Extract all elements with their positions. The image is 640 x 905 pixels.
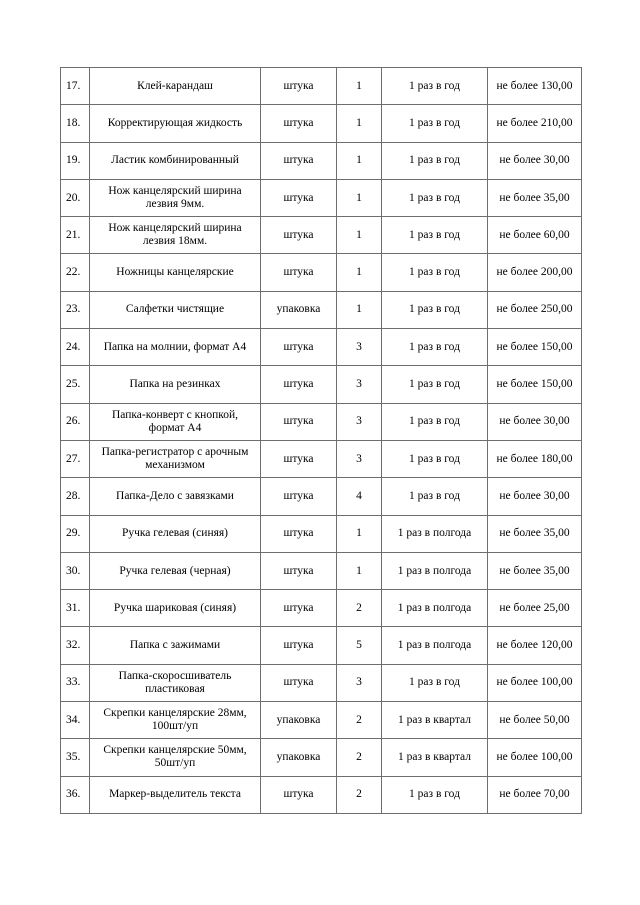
item-name-cell: Нож канцелярский ширина лезвия 18мм. [90,217,261,254]
quantity-cell: 3 [337,403,382,440]
unit-cell: штука [261,590,337,627]
table-row [61,217,582,254]
item-name-cell: Папка на резинках [90,366,261,403]
unit-cell: штука [261,142,337,179]
quantity-cell: 1 [337,68,382,105]
price-limit-cell: не более 60,00 [488,217,582,254]
item-name-cell: Папка с зажимами [90,627,261,664]
table-row [61,366,582,403]
row-number-cell: 36. [61,776,90,813]
frequency-cell: 1 раз в год [382,440,488,477]
item-name-cell: Скрепки канцелярские 28мм, 100шт/уп [90,702,261,739]
price-limit-cell: не более 30,00 [488,142,582,179]
quantity-cell: 1 [337,515,382,552]
frequency-cell: 1 раз в год [382,478,488,515]
frequency-cell: 1 раз в год [382,254,488,291]
unit-cell: штука [261,776,337,813]
row-number-cell: 20. [61,179,90,216]
supplies-table [60,67,582,814]
quantity-cell: 4 [337,478,382,515]
price-limit-cell: не более 100,00 [488,739,582,776]
frequency-cell: 1 раз в год [382,291,488,328]
table-row [61,403,582,440]
row-number-cell: 17. [61,68,90,105]
price-limit-cell: не более 120,00 [488,627,582,664]
quantity-cell: 2 [337,739,382,776]
unit-cell: штука [261,627,337,664]
row-number-cell: 25. [61,366,90,403]
unit-cell: штука [261,440,337,477]
quantity-cell: 2 [337,702,382,739]
row-number-cell: 35. [61,739,90,776]
unit-cell: штука [261,366,337,403]
quantity-cell: 3 [337,366,382,403]
price-limit-cell: не более 210,00 [488,105,582,142]
quantity-cell: 1 [337,254,382,291]
quantity-cell: 1 [337,217,382,254]
frequency-cell: 1 раз в полгода [382,552,488,589]
table-row [61,590,582,627]
unit-cell: штука [261,105,337,142]
item-name-cell: Клей-карандаш [90,68,261,105]
unit-cell: упаковка [261,291,337,328]
price-limit-cell: не более 100,00 [488,664,582,701]
frequency-cell: 1 раз в полгода [382,590,488,627]
frequency-cell: 1 раз в год [382,329,488,366]
unit-cell: штука [261,217,337,254]
row-number-cell: 19. [61,142,90,179]
table-row [61,254,582,291]
table-row [61,739,582,776]
row-number-cell: 18. [61,105,90,142]
table-row [61,329,582,366]
item-name-cell: Ножницы канцелярские [90,254,261,291]
frequency-cell: 1 раз в полгода [382,515,488,552]
item-name-cell: Корректирующая жидкость [90,105,261,142]
price-limit-cell: не более 30,00 [488,403,582,440]
unit-cell: штука [261,403,337,440]
item-name-cell: Скрепки канцелярские 50мм, 50шт/уп [90,739,261,776]
frequency-cell: 1 раз в год [382,366,488,403]
supplies-table-body [61,68,582,814]
unit-cell: штука [261,552,337,589]
item-name-cell: Папка-Дело с завязками [90,478,261,515]
quantity-cell: 1 [337,291,382,328]
table-row [61,702,582,739]
unit-cell: штука [261,664,337,701]
frequency-cell: 1 раз в год [382,664,488,701]
quantity-cell: 1 [337,552,382,589]
price-limit-cell: не более 250,00 [488,291,582,328]
quantity-cell: 5 [337,627,382,664]
price-limit-cell: не более 35,00 [488,515,582,552]
row-number-cell: 31. [61,590,90,627]
price-limit-cell: не более 30,00 [488,478,582,515]
row-number-cell: 27. [61,440,90,477]
unit-cell: упаковка [261,702,337,739]
price-limit-cell: не более 50,00 [488,702,582,739]
frequency-cell: 1 раз в полгода [382,627,488,664]
row-number-cell: 28. [61,478,90,515]
table-row [61,105,582,142]
item-name-cell: Папка-конверт с кнопкой, формат А4 [90,403,261,440]
item-name-cell: Салфетки чистящие [90,291,261,328]
unit-cell: штука [261,329,337,366]
table-row [61,179,582,216]
unit-cell: штука [261,254,337,291]
price-limit-cell: не более 180,00 [488,440,582,477]
price-limit-cell: не более 150,00 [488,366,582,403]
table-row [61,142,582,179]
table-row [61,552,582,589]
item-name-cell: Ручка гелевая (синяя) [90,515,261,552]
quantity-cell: 3 [337,664,382,701]
unit-cell: упаковка [261,739,337,776]
table-row [61,478,582,515]
row-number-cell: 21. [61,217,90,254]
table-row [61,515,582,552]
quantity-cell: 2 [337,590,382,627]
quantity-cell: 1 [337,105,382,142]
price-limit-cell: не более 35,00 [488,179,582,216]
unit-cell: штука [261,179,337,216]
quantity-cell: 3 [337,440,382,477]
price-limit-cell: не более 150,00 [488,329,582,366]
frequency-cell: 1 раз в год [382,217,488,254]
price-limit-cell: не более 70,00 [488,776,582,813]
price-limit-cell: не более 25,00 [488,590,582,627]
item-name-cell: Ручка шариковая (синяя) [90,590,261,627]
unit-cell: штука [261,515,337,552]
table-row [61,291,582,328]
table-row [61,664,582,701]
row-number-cell: 22. [61,254,90,291]
quantity-cell: 1 [337,142,382,179]
quantity-cell: 1 [337,179,382,216]
item-name-cell: Папка-регистратор с арочным механизмом [90,440,261,477]
frequency-cell: 1 раз в год [382,179,488,216]
price-limit-cell: не более 200,00 [488,254,582,291]
frequency-cell: 1 раз в год [382,142,488,179]
table-row [61,68,582,105]
row-number-cell: 32. [61,627,90,664]
frequency-cell: 1 раз в год [382,403,488,440]
frequency-cell: 1 раз в год [382,776,488,813]
item-name-cell: Ластик комбинированный [90,142,261,179]
price-limit-cell: не более 35,00 [488,552,582,589]
row-number-cell: 29. [61,515,90,552]
item-name-cell: Маркер-выделитель текста [90,776,261,813]
item-name-cell: Нож канцелярский ширина лезвия 9мм. [90,179,261,216]
unit-cell: штука [261,68,337,105]
frequency-cell: 1 раз в год [382,68,488,105]
price-limit-cell: не более 130,00 [488,68,582,105]
table-row [61,776,582,813]
row-number-cell: 33. [61,664,90,701]
row-number-cell: 24. [61,329,90,366]
item-name-cell: Папка-скоросшиватель пластиковая [90,664,261,701]
frequency-cell: 1 раз в год [382,105,488,142]
quantity-cell: 2 [337,776,382,813]
item-name-cell: Ручка гелевая (черная) [90,552,261,589]
item-name-cell: Папка на молнии, формат А4 [90,329,261,366]
table-row [61,440,582,477]
row-number-cell: 26. [61,403,90,440]
row-number-cell: 23. [61,291,90,328]
frequency-cell: 1 раз в квартал [382,702,488,739]
table-row [61,627,582,664]
row-number-cell: 30. [61,552,90,589]
unit-cell: штука [261,478,337,515]
quantity-cell: 3 [337,329,382,366]
frequency-cell: 1 раз в квартал [382,739,488,776]
row-number-cell: 34. [61,702,90,739]
